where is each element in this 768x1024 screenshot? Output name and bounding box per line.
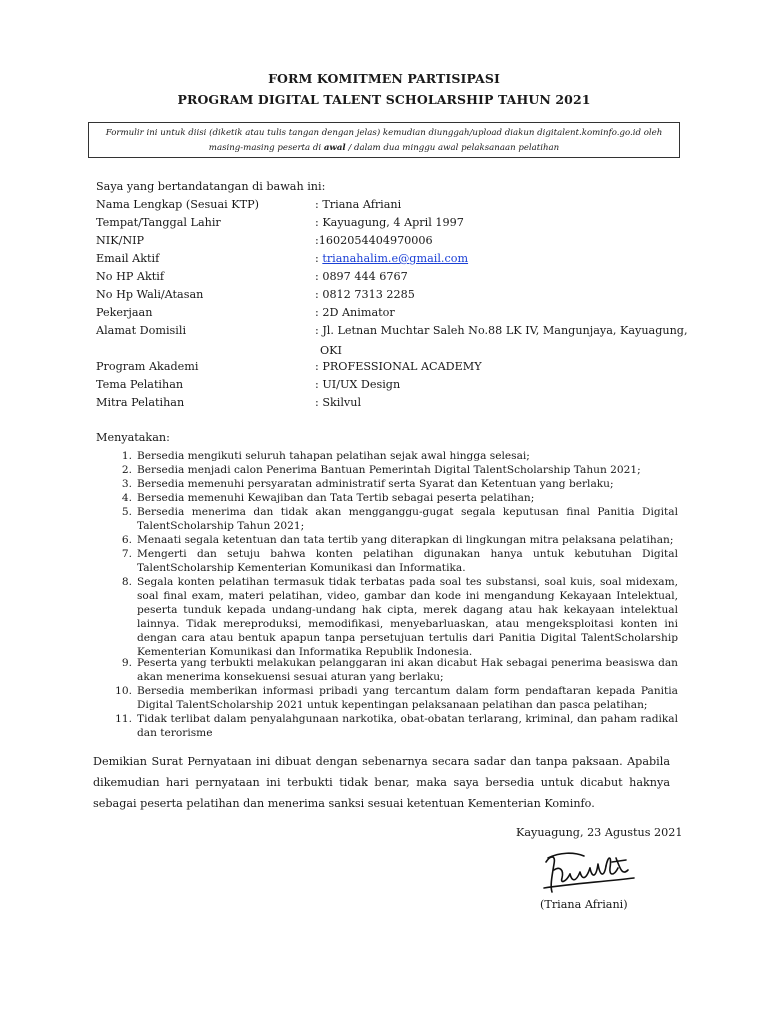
signer-name: (Triana Afriani) [540,898,628,911]
field-value: : Triana Afriani [315,198,402,211]
statement-text: Bersedia menjadi calon Penerima Bantuan Pemerintah Digital TalentScholarship Tahun 2021; [137,464,641,476]
instruction-text-part2: / dalam dua minggu awal pelaksanaan pelatihan [345,143,560,153]
statement-number: 9. [121,657,132,669]
field-alamat [96,324,696,342]
field-value: : Kayuagung, 4 April 1997 [315,216,464,229]
email-link[interactable]: trianahalim.e@gmail.com [322,252,469,265]
statement-number: 6. [121,534,132,546]
field-email [96,252,696,270]
field-label: Program Akademi [96,360,199,373]
statement-number: 5. [121,506,132,518]
form-subtitle: PROGRAM DIGITAL TALENT SCHOLARSHIP TAHUN 2021 [177,92,591,107]
field-value: : UI/UX Design [315,378,401,391]
field-label: No HP Aktif [96,270,164,283]
instruction-text-part1: Formulir ini untuk diisi (diketik atau tulis tangan dengan jelas) kemudian diunggah/upload diakun digitalent.kominfo.go.id oleh masing-masing peserta di [105,128,663,153]
statement-text: Mengerti dan setuju bahwa konten pelatihan digunakan hanya untuk kebutuhan Digital TalentScholarship Kementerian Komunikasi dan Informatika. [137,548,678,574]
field-label: NIK/NIP [96,234,145,247]
field-alamat-line2: OKI [320,344,342,357]
field-value: : Skilvul [315,396,362,409]
field-ttl [96,216,696,234]
field-value: : Jl. Letnan Muchtar Saleh No.88 LK IV, Mangunjaya, Kayuagung, [315,324,688,337]
field-label: Mitra Pelatihan [96,396,185,409]
field-label: No Hp Wali/Atasan [96,288,204,301]
intro-text: Saya yang bertandatangan di bawah ini: [96,180,326,193]
place-date: Kayuagung, 23 Agustus 2021 [516,826,683,839]
statement-number: 4. [121,492,132,504]
field-value: : PROFESSIONAL ACADEMY [315,360,482,373]
field-hp-wali [96,288,696,306]
field-program [96,360,696,378]
statement-text: Bersedia memberikan informasi pribadi yang tercantum dalam form pendaftaran kepada Panitia Digital TalentScholarship 2021 untuk kepentingan pelaksanaan pelatihan dan pasca pelatihan; [137,685,678,711]
statement-number: 7. [121,548,132,560]
field-value: : 0897 444 6767 [315,270,408,283]
statement-text: Peserta yang terbukti melakukan pelanggaran ini akan dicabut Hak sebagai penerima beasiswa dan akan menerima konsekuensi sesuai aturan yang berlaku; [137,657,678,683]
field-nik [96,234,696,252]
field-tema [96,378,696,396]
statement-number: 11. [115,713,132,725]
statement-number: 8. [121,576,132,588]
statement-number: 10. [115,685,132,697]
form-title: FORM KOMITMEN PARTISIPASI [268,71,500,86]
statement-text: Segala konten pelatihan termasuk tidak terbatas pada soal tes substansi, soal kuis, soal midexam, soal final exam, materi pelatihan, video, gambar dan kode ini mengandung Kekayaan Intelektual, peserta tunduk kepada undang-undang hak cipta, merek dagang atau hak kekayaan intelektual lainnya. Tidak mereproduksi, memodifikasi, menyebarluaskan, atau mengeksploitasi konten ini dengan cara atau bentuk apapun tanpa persetujuan tertulis dari Panitia Digital TalentScholarship Kementerian Komunikasi dan Informatika Republik Indonesia. [137,576,678,658]
field-value: : 2D Animator [315,306,395,319]
statement-text: Bersedia mengikuti seluruh tahapan pelatihan sejak awal hingga selesai; [137,450,530,462]
instruction-text-bold: awal [323,143,346,153]
field-nama [96,198,696,216]
statement-text: Bersedia memenuhi Kewajiban dan Tata Tertib sebagai peserta pelatihan; [137,492,535,504]
signature-image [540,848,640,900]
field-label: Nama Lengkap (Sesuai KTP) [96,198,259,211]
instruction-box [88,122,680,158]
field-value: :1602054404970006 [315,234,433,247]
statement-number: 1. [121,450,132,462]
field-label: Tema Pelatihan [96,378,184,391]
field-label: Pekerjaan [96,306,153,319]
statement-text: Bersedia menerima dan tidak akan mengganggu-gugat segala keputusan final Panitia Digital TalentScholarship Tahun 2021; [137,506,678,532]
field-label: Tempat/Tanggal Lahir [96,216,221,229]
statement-text: Menaati segala ketentuan dan tata tertib yang diterapkan di lingkungan mitra pelaksana pelatihan; [137,534,674,546]
statement-number: 2. [121,464,132,476]
field-hp [96,270,696,288]
field-value [315,252,468,265]
statement-text: Bersedia memenuhi persyaratan administratif serta Syarat dan Ketentuan yang berlaku; [137,478,614,490]
field-value: : 0812 7313 2285 [315,288,415,301]
field-pekerjaan [96,306,696,324]
field-mitra [96,396,696,414]
statements-heading: Menyatakan: [96,431,170,444]
statement-text: Tidak terlibat dalam penyalahgunaan narkotika, obat-obatan terlarang, kriminal, dan paham radikal dan terorisme [137,713,678,739]
field-colon: : [315,252,323,265]
field-label: Alamat Domisili [96,324,187,337]
closing-paragraph: Demikian Surat Pernyataan ini dibuat dengan sebenarnya secara sadar dan tanpa paksaan. Apabila dikemudian hari pernyataan ini terbukti tidak benar, maka saya bersedia untuk dicabut haknya sebagai peserta pelatihan dan menerima sanksi sesuai ketentuan Kementerian Kominfo. [93,755,670,810]
field-label: Email Aktif [96,252,160,265]
statement-number: 3. [121,478,132,490]
